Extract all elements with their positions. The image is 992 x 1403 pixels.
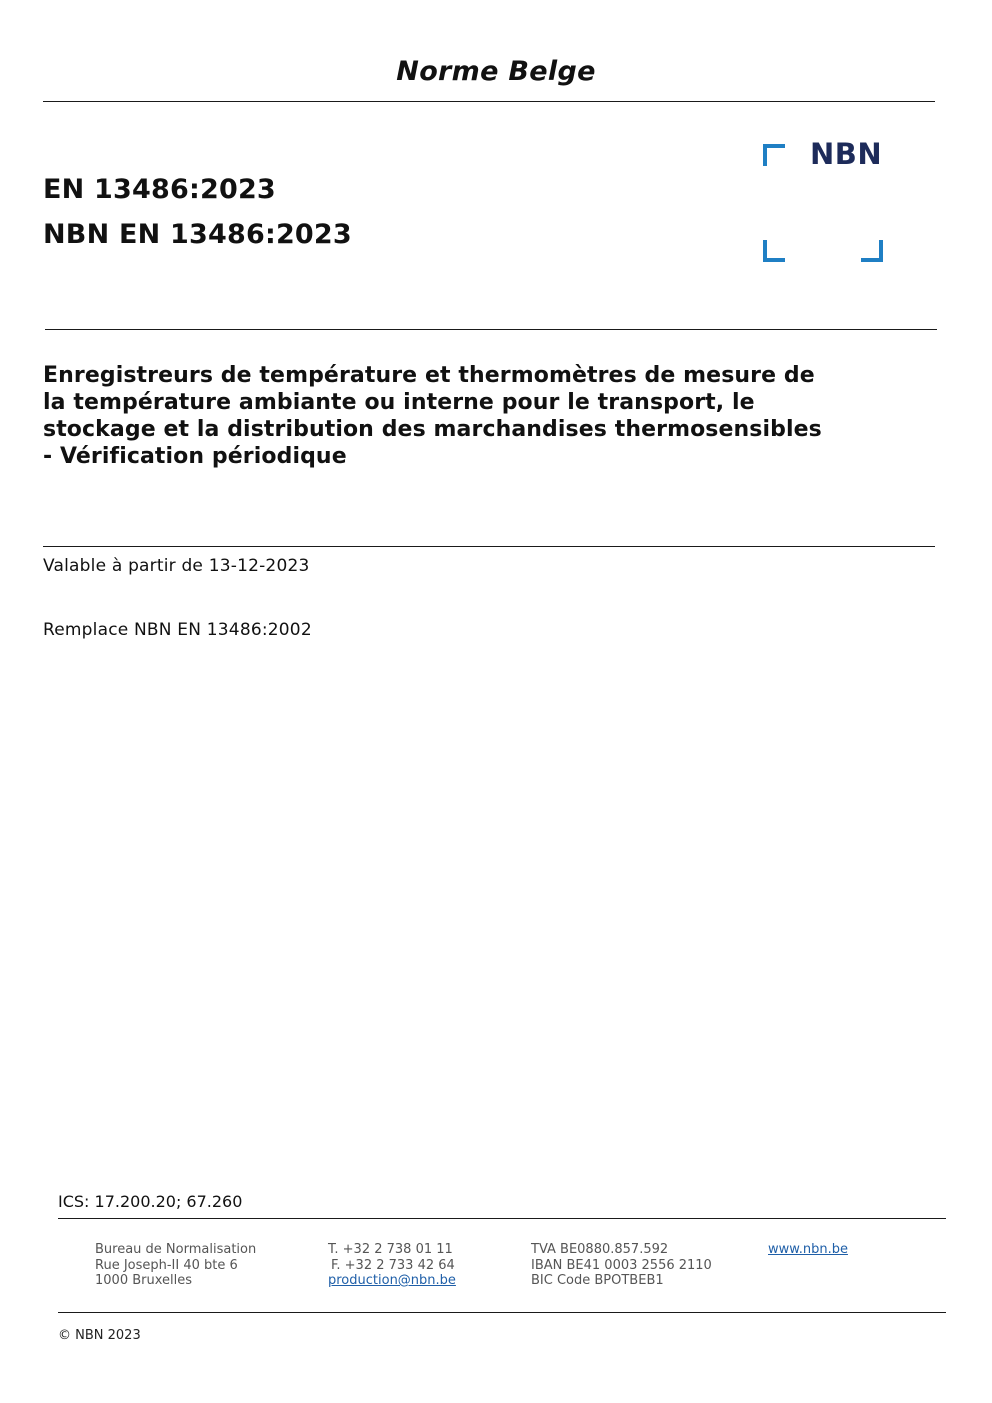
logo-corner-bottom-right: [861, 240, 883, 262]
nbn-logo: [762, 137, 884, 264]
footer-bottom-divider: [58, 1312, 946, 1313]
document-title-line: - Vérification périodique: [43, 444, 347, 469]
standard-code-nbn: NBN EN 13486:2023: [43, 219, 352, 250]
logo-text: NBN: [810, 137, 883, 171]
website-link[interactable]: www.nbn.be: [768, 1242, 848, 1257]
page-header-title: Norme Belge: [396, 56, 596, 87]
document-title-line: Enregistreurs de température et thermomètres de mesure de: [43, 363, 815, 388]
title-top-divider: [45, 329, 937, 330]
bic: BIC Code BPOTBEB1: [531, 1273, 664, 1288]
document-title: [43, 362, 923, 470]
ics-codes: ICS: 17.200.20; 67.260: [58, 1192, 243, 1211]
logo-corner-top-left: [763, 144, 785, 166]
valid-from: Valable à partir de 13-12-2023: [43, 556, 310, 576]
footer-top-divider: [58, 1218, 946, 1219]
vat-number: TVA BE0880.857.592: [531, 1242, 669, 1257]
document-title-line: stockage et la distribution des marchandises thermosensibles: [43, 417, 822, 442]
address-line: 1000 Bruxelles: [95, 1273, 193, 1288]
iban: IBAN BE41 0003 2556 2110: [531, 1257, 712, 1273]
standard-code-en: EN 13486:2023: [43, 174, 276, 205]
document-title-line: la température ambiante ou interne pour le transport, le: [43, 390, 755, 415]
footer-web: [768, 1242, 848, 1258]
address-line: Rue Joseph-II 40 bte 6: [95, 1257, 238, 1273]
email-link[interactable]: production@nbn.be: [328, 1273, 456, 1288]
footer-address: [95, 1242, 256, 1289]
title-bottom-divider: [43, 546, 935, 547]
copyright: © NBN 2023: [58, 1328, 141, 1343]
footer-contact: [328, 1242, 456, 1289]
logo-corner-bottom-left: [763, 240, 785, 262]
footer-banking: [531, 1242, 712, 1289]
fax: F. +32 2 733 42 64: [331, 1257, 455, 1273]
replaces: Remplace NBN EN 13486:2002: [43, 620, 312, 640]
address-line: Bureau de Normalisation: [95, 1242, 257, 1257]
phone: T. +32 2 738 01 11: [328, 1242, 453, 1257]
header-divider: [43, 101, 935, 102]
